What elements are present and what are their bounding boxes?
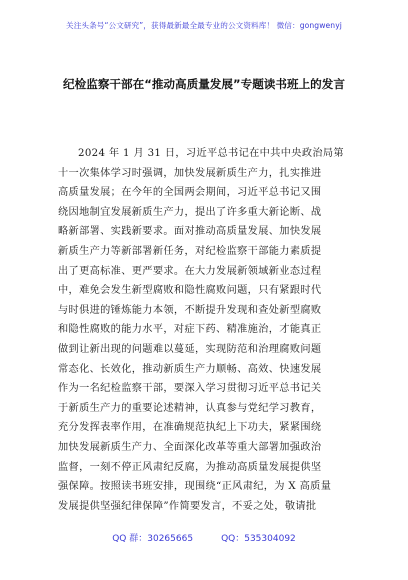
footer-qq-group: QQ 群：30265665 (112, 534, 194, 544)
body-line: 出了更高标准、更严要求。在大力发展新领域新业态过程 (58, 265, 322, 277)
document-body (58, 144, 350, 516)
body-line: 作为一名纪检监察干部，要深入学习贯彻习近平总书记关 (58, 383, 322, 395)
body-line: 绕因地制宜发展新质生产力，提出了许多重大新论断、战 (58, 206, 322, 218)
body-line: 加快发展新质生产力、全面深化改革等重大部署加强政治 (58, 441, 322, 453)
body-line: 与时俱进的锤炼能力本领，不断提升发现和查处新型腐败 (58, 304, 322, 316)
body-line: 2024 年 1 月 31 日，习近平总书记在中共中央政治局第 (78, 148, 344, 159)
document-title: 纪检监察干部在“推动高质量发展”专题读书班上的发言 (63, 77, 345, 91)
body-line: 发展提供坚强纪律保障”作简要发言，不妥之处，敬请批 (58, 500, 317, 512)
body-line: 十一次集体学习时强调，加快发展新质生产力，扎实推进 (58, 167, 322, 179)
body-line: 新质生产力等新部署新任务，对纪检监察干部能力素质提 (58, 245, 322, 257)
body-line: 监督，一刻不停正风肃纪反腐，为推动高质量发展提供坚 (58, 461, 322, 473)
body-line: 略新部署、实践新要求。面对推动高质量发展、加快发展 (58, 226, 322, 238)
body-line: 强保障。按照读书班安排，现围绕“正风肃纪，为 X 高质量 (58, 481, 332, 493)
header-promo-note: 关注头条号“公文研究”，获得最新最全最专业的公文资料库！ 微信：gongwenyj (66, 21, 342, 30)
body-line: 高质量发展；在今年的全国两会期间，习近平总书记又围 (58, 187, 322, 199)
body-line: 于新质生产力的重要论述精神，认真参与党纪学习教育， (58, 402, 322, 414)
footer-contact (0, 531, 408, 544)
body-line: 和隐性腐败的能力水平，对症下药、精准施治，才能真正 (58, 324, 322, 336)
body-line: 常态化、长效化，推动新质生产力顺畅、高效、快速发展 (58, 363, 322, 375)
body-line: 做到让新出现的问题难以蔓延，实现防范和治理腐败问题 (58, 343, 322, 355)
body-line: 中，难免会发生新型腐败和隐性腐败问题，只有紧跟时代 (58, 285, 322, 297)
body-line: 充分发挥表率作用，在准确规范执纪上下功夫，紧紧围绕 (58, 422, 322, 434)
footer-qq: QQ：535304092 (221, 534, 296, 544)
